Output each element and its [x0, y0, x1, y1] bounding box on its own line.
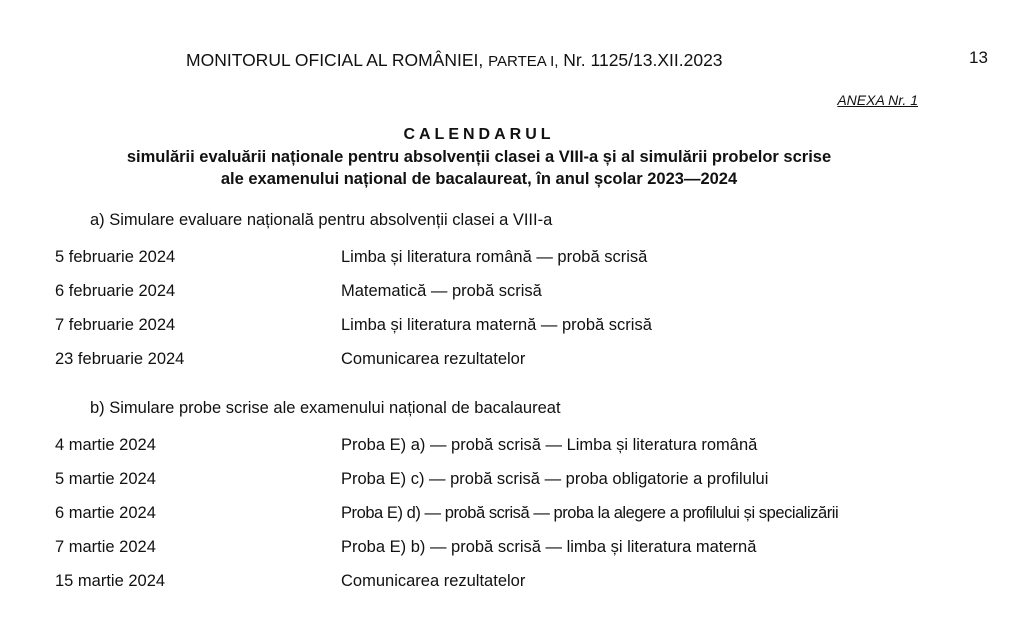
schedule-date: 5 martie 2024: [55, 470, 156, 488]
schedule-date: 6 martie 2024: [55, 504, 156, 522]
gazette-title: MONITORUL OFICIAL AL ROMÂNIEI,: [186, 50, 484, 70]
document-subtitle-line1: simulării evaluării naționale pentru absolvenții clasei a VIII-a și al simulării probelor scrise: [126, 148, 832, 166]
annex-label: ANEXA Nr. 1: [837, 92, 918, 108]
schedule-description: Proba E) b) — probă scrisă — limba și literatura maternă: [341, 538, 757, 556]
schedule-description: Limba și literatura maternă — probă scrisă: [341, 316, 652, 334]
schedule-date: 7 februarie 2024: [55, 316, 176, 334]
schedule-date: 5 februarie 2024: [55, 248, 176, 266]
schedule-description: Proba E) c) — probă scrisă — proba obligatorie a profilului: [341, 470, 769, 488]
schedule-date: 4 martie 2024: [55, 436, 156, 454]
schedule-description: Comunicarea rezultatelor: [341, 350, 526, 368]
gazette-header: [186, 50, 723, 71]
document-title: CALENDARUL: [403, 126, 555, 143]
schedule-description: Matematică — probă scrisă: [341, 282, 542, 300]
section-b-heading: b) Simulare probe scrise ale examenului național de bacalaureat: [90, 399, 561, 417]
document-subtitle-line2: ale examenului național de bacalaureat, în anul școlar 2023—2024: [220, 170, 738, 188]
gazette-part: PARTEA I,: [488, 53, 559, 70]
page-number: 13: [969, 48, 988, 67]
schedule-description: Limba și literatura română — probă scrisă: [341, 248, 648, 266]
schedule-date: 15 martie 2024: [55, 572, 166, 590]
gazette-number: Nr. 1125/13.XII.2023: [563, 50, 723, 70]
schedule-date: 23 februarie 2024: [55, 350, 185, 368]
schedule-date: 6 februarie 2024: [55, 282, 176, 300]
schedule-description: Proba E) a) — probă scrisă — Limba și literatura română: [341, 436, 758, 454]
schedule-date: 7 martie 2024: [55, 538, 156, 556]
schedule-description: Proba E) d) — probă scrisă — proba la alegere a profilului și specializării: [341, 504, 839, 522]
schedule-description: Comunicarea rezultatelor: [341, 572, 526, 590]
section-a-heading: a) Simulare evaluare națională pentru absolvenții clasei a VIII-a: [90, 211, 553, 229]
